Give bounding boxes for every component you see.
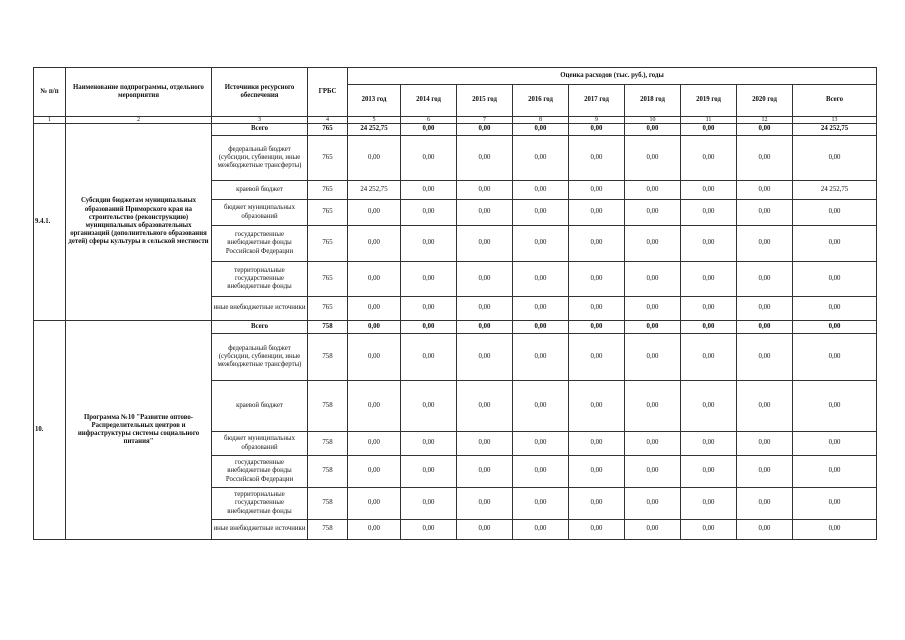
year-value: 0,00 <box>401 321 457 334</box>
year-value: 0,00 <box>625 297 681 321</box>
header-grbs: ГРБС <box>308 68 348 117</box>
year-value: 0,00 <box>457 226 513 262</box>
year-value: 0,00 <box>737 456 793 488</box>
year-value: 0,00 <box>569 334 625 381</box>
year-value: 0,00 <box>569 520 625 540</box>
header-source: Источники ресурсного обеспечения <box>212 68 308 117</box>
section-number: 9.4.1. <box>34 124 66 321</box>
year-value: 0,00 <box>681 200 737 226</box>
total-value: 24 252,75 <box>793 181 877 200</box>
year-value: 0,00 <box>569 136 625 181</box>
grbs-code: 765 <box>308 262 348 297</box>
year-value: 0,00 <box>401 297 457 321</box>
year-value: 0,00 <box>457 181 513 200</box>
header-year: 2014 год <box>401 85 457 117</box>
column-index: 7 <box>457 117 513 124</box>
year-value: 0,00 <box>569 456 625 488</box>
year-value: 0,00 <box>569 488 625 520</box>
grbs-code: 765 <box>308 124 348 136</box>
year-value: 0,00 <box>457 297 513 321</box>
column-index: 11 <box>681 117 737 124</box>
table-row <box>34 321 877 334</box>
year-value: 0,00 <box>681 181 737 200</box>
year-value: 0,00 <box>348 136 401 181</box>
table-row <box>34 124 877 136</box>
year-value: 0,00 <box>569 321 625 334</box>
header-number: № п/п <box>34 68 66 117</box>
column-index: 4 <box>308 117 348 124</box>
year-value: 0,00 <box>348 334 401 381</box>
total-value: 0,00 <box>793 381 877 432</box>
year-value: 0,00 <box>569 432 625 456</box>
year-value: 0,00 <box>348 262 401 297</box>
year-value: 0,00 <box>457 136 513 181</box>
year-value: 0,00 <box>457 124 513 136</box>
total-value: 0,00 <box>793 136 877 181</box>
grbs-code: 758 <box>308 456 348 488</box>
grbs-code: 765 <box>308 200 348 226</box>
year-value: 0,00 <box>625 488 681 520</box>
grbs-code: 758 <box>308 334 348 381</box>
year-value: 0,00 <box>348 488 401 520</box>
year-value: 0,00 <box>737 200 793 226</box>
grbs-code: 758 <box>308 381 348 432</box>
column-index: 13 <box>793 117 877 124</box>
column-index: 5 <box>348 117 401 124</box>
year-value: 0,00 <box>457 432 513 456</box>
grbs-code: 758 <box>308 321 348 334</box>
funding-source: иные внебюджетные источники <box>212 520 308 540</box>
total-value: 0,00 <box>793 226 877 262</box>
grbs-code: 765 <box>308 297 348 321</box>
column-index: 8 <box>513 117 569 124</box>
budget-table <box>33 67 877 540</box>
year-value: 0,00 <box>457 200 513 226</box>
grbs-code: 765 <box>308 181 348 200</box>
year-value: 0,00 <box>401 520 457 540</box>
year-value: 0,00 <box>569 381 625 432</box>
year-value: 0,00 <box>681 124 737 136</box>
year-value: 0,00 <box>348 456 401 488</box>
header-year: Всего <box>793 85 877 117</box>
funding-source: государственные внебюджетные фонды Российской Федерации <box>212 226 308 262</box>
header-year: 2015 год <box>457 85 513 117</box>
total-value: 0,00 <box>793 321 877 334</box>
year-value: 0,00 <box>681 456 737 488</box>
section-number: 10. <box>34 321 66 540</box>
funding-source: бюджет муниципальных образований <box>212 432 308 456</box>
year-value: 0,00 <box>681 381 737 432</box>
total-value: 0,00 <box>793 334 877 381</box>
year-value: 0,00 <box>401 432 457 456</box>
year-value: 0,00 <box>513 262 569 297</box>
year-value: 0,00 <box>457 381 513 432</box>
year-value: 0,00 <box>513 136 569 181</box>
year-value: 0,00 <box>737 334 793 381</box>
year-value: 0,00 <box>737 321 793 334</box>
year-value: 0,00 <box>681 262 737 297</box>
funding-source: Всего <box>212 124 308 136</box>
year-value: 0,00 <box>513 297 569 321</box>
column-index: 12 <box>737 117 793 124</box>
year-value: 0,00 <box>681 488 737 520</box>
year-value: 0,00 <box>348 381 401 432</box>
total-value: 0,00 <box>793 432 877 456</box>
year-value: 0,00 <box>625 136 681 181</box>
year-value: 0,00 <box>625 432 681 456</box>
funding-source: краевой бюджет <box>212 381 308 432</box>
year-value: 0,00 <box>569 124 625 136</box>
year-value: 0,00 <box>401 200 457 226</box>
year-value: 0,00 <box>401 262 457 297</box>
year-value: 0,00 <box>737 381 793 432</box>
year-value: 0,00 <box>737 226 793 262</box>
grbs-code: 758 <box>308 488 348 520</box>
funding-source: краевой бюджет <box>212 181 308 200</box>
year-value: 0,00 <box>681 334 737 381</box>
funding-source: государственные внебюджетные фонды Российской Федерации <box>212 456 308 488</box>
grbs-code: 758 <box>308 520 348 540</box>
header-year: 2020 год <box>737 85 793 117</box>
year-value: 0,00 <box>457 334 513 381</box>
total-value: 0,00 <box>793 456 877 488</box>
year-value: 0,00 <box>737 181 793 200</box>
header-year: 2013 год <box>348 85 401 117</box>
year-value: 0,00 <box>401 381 457 432</box>
header-estimate: Оценка расходов (тыс. руб.), годы <box>348 68 877 85</box>
funding-source: федеральный бюджет (субсидии, субвенции, иные межбюджетные трансферты) <box>212 136 308 181</box>
header-year: 2019 год <box>681 85 737 117</box>
year-value: 0,00 <box>513 124 569 136</box>
year-value: 0,00 <box>737 432 793 456</box>
header-year: 2016 год <box>513 85 569 117</box>
total-value: 0,00 <box>793 262 877 297</box>
column-index: 1 <box>34 117 66 124</box>
year-value: 0,00 <box>625 520 681 540</box>
column-index: 10 <box>625 117 681 124</box>
year-value: 0,00 <box>681 136 737 181</box>
year-value: 0,00 <box>513 520 569 540</box>
year-value: 0,00 <box>625 334 681 381</box>
year-value: 0,00 <box>569 262 625 297</box>
funding-source: Всего <box>212 321 308 334</box>
funding-source: федеральный бюджет (субсидии, субвенции, иные межбюджетные трансферты) <box>212 334 308 381</box>
year-value: 0,00 <box>625 200 681 226</box>
year-value: 0,00 <box>401 334 457 381</box>
column-index: 3 <box>212 117 308 124</box>
year-value: 0,00 <box>569 226 625 262</box>
year-value: 0,00 <box>513 456 569 488</box>
year-value: 0,00 <box>681 297 737 321</box>
funding-source: территориальные государственные внебюджетные фонды <box>212 262 308 297</box>
year-value: 0,00 <box>401 136 457 181</box>
year-value: 0,00 <box>737 136 793 181</box>
year-value: 0,00 <box>737 124 793 136</box>
year-value: 0,00 <box>625 456 681 488</box>
year-value: 0,00 <box>348 200 401 226</box>
year-value: 0,00 <box>513 321 569 334</box>
year-value: 0,00 <box>569 297 625 321</box>
year-value: 0,00 <box>348 226 401 262</box>
total-value: 0,00 <box>793 520 877 540</box>
year-value: 0,00 <box>457 520 513 540</box>
grbs-code: 758 <box>308 432 348 456</box>
total-value: 0,00 <box>793 488 877 520</box>
year-value: 0,00 <box>513 432 569 456</box>
funding-source: бюджет муниципальных образований <box>212 200 308 226</box>
year-value: 0,00 <box>457 262 513 297</box>
year-value: 0,00 <box>513 488 569 520</box>
year-value: 0,00 <box>625 381 681 432</box>
year-value: 0,00 <box>569 181 625 200</box>
year-value: 0,00 <box>569 200 625 226</box>
year-value: 24 252,75 <box>348 124 401 136</box>
year-value: 0,00 <box>401 488 457 520</box>
year-value: 0,00 <box>401 456 457 488</box>
year-value: 0,00 <box>348 321 401 334</box>
grbs-code: 765 <box>308 226 348 262</box>
funding-source: иные внебюджетные источники <box>212 297 308 321</box>
year-value: 0,00 <box>348 297 401 321</box>
year-value: 0,00 <box>681 432 737 456</box>
header-name: Наименование подпрограммы, отдельного мероприятия <box>66 68 212 117</box>
year-value: 0,00 <box>513 181 569 200</box>
year-value: 0,00 <box>625 124 681 136</box>
total-value: 0,00 <box>793 200 877 226</box>
section-name: Программа №10 "Развитие оптово-Распределительных центров и инфраструктуры системы социального питания" <box>66 321 212 540</box>
year-value: 0,00 <box>625 181 681 200</box>
year-value: 0,00 <box>513 381 569 432</box>
section-name: Субсидии бюджетам муниципальных образований Приморского края на строительство (реконструкцию) муниципальных образовательных организаций (дополнительного образования детей) сферы культуры в сельской местности <box>66 124 212 321</box>
year-value: 0,00 <box>625 226 681 262</box>
column-index: 2 <box>66 117 212 124</box>
year-value: 0,00 <box>681 321 737 334</box>
total-value: 24 252,75 <box>793 124 877 136</box>
year-value: 0,00 <box>348 520 401 540</box>
year-value: 0,00 <box>457 321 513 334</box>
year-value: 0,00 <box>457 456 513 488</box>
year-value: 0,00 <box>625 262 681 297</box>
column-index: 6 <box>401 117 457 124</box>
year-value: 0,00 <box>513 200 569 226</box>
year-value: 24 252,75 <box>348 181 401 200</box>
year-value: 0,00 <box>737 297 793 321</box>
year-value: 0,00 <box>401 124 457 136</box>
year-value: 0,00 <box>401 226 457 262</box>
header-year: 2018 год <box>625 85 681 117</box>
year-value: 0,00 <box>348 432 401 456</box>
year-value: 0,00 <box>737 262 793 297</box>
year-value: 0,00 <box>737 488 793 520</box>
year-value: 0,00 <box>737 520 793 540</box>
year-value: 0,00 <box>513 226 569 262</box>
year-value: 0,00 <box>681 226 737 262</box>
header-year: 2017 год <box>569 85 625 117</box>
year-value: 0,00 <box>625 321 681 334</box>
total-value: 0,00 <box>793 297 877 321</box>
funding-source: территориальные государственные внебюджетные фонды <box>212 488 308 520</box>
year-value: 0,00 <box>457 488 513 520</box>
year-value: 0,00 <box>401 181 457 200</box>
column-index: 9 <box>569 117 625 124</box>
year-value: 0,00 <box>513 334 569 381</box>
year-value: 0,00 <box>681 520 737 540</box>
grbs-code: 765 <box>308 136 348 181</box>
